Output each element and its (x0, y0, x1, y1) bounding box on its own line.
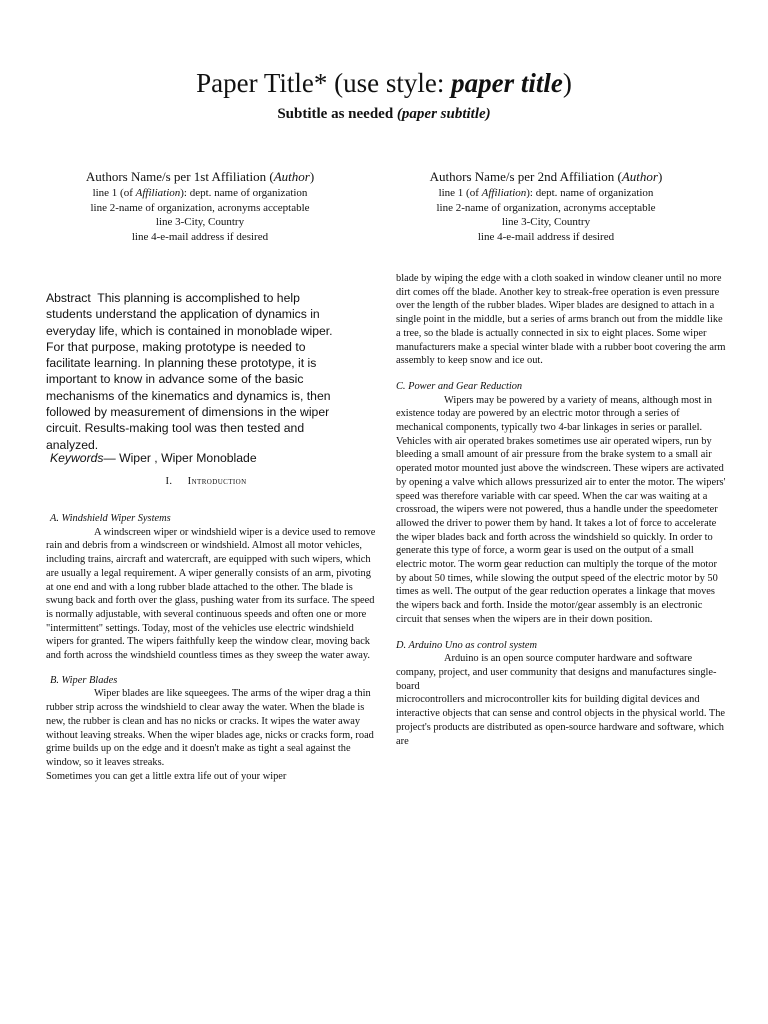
author-name: Authors Name/s per 2nd Affiliation (Author) (429, 169, 663, 184)
left-column (46, 512, 376, 783)
paper-title: Paper Title* (use style: paper title) (196, 68, 572, 98)
subsection-title-c: C. Power and Gear Reduction (396, 380, 523, 392)
affiliation-line-1: line 1 (of Affiliation): dept. name of organization (438, 187, 654, 199)
keywords: Keywords— Wiper , Wiper Monoblade (50, 451, 257, 465)
affiliation-line-3: line 3-City, Country (155, 216, 245, 228)
right-column (396, 272, 726, 748)
affiliation-line-1: line 1 (of Affiliation): dept. name of organization (92, 187, 308, 199)
subsection-title-d: D. Arduino Uno as control system (396, 639, 538, 651)
paragraph-b: Wiper blades are like squeegees. The arms of the wiper drag a thin rubber strip across the windshield to clear away the water. When the blade is new, the rubber is clean and has no nicks or cracks. It wipes the water away without leaving streaks. When the wiper blades age, nicks or cracks form, road grime builds up on the edge and it doesn't make as tight a seal against the window, so it leaves streaks. (46, 688, 374, 768)
abstract-label: Abstract (46, 291, 91, 305)
affiliation-line-2: line 2-name of organization, acronyms acceptable (90, 201, 310, 214)
subsection-title-b: B. Wiper Blades (50, 674, 118, 686)
paragraph-d: Arduino is an open source computer hardware and software company, project, and user community that designs and manufactures single-board (396, 653, 717, 692)
abstract-text: This planning is accomplished to help students understand the application of dynamics in everyday life, which is contained in monoblade wiper. For that purpose, making prototype is needed to facilitate learning. In planning these prototype, it is important to know in advance some of the basic mechanisms of the kinematics and dynamics is, then followed by measurement of dimensions in the wiper circuit. Results-making tool was then tested and analyzed. (46, 291, 333, 452)
author-name: Authors Name/s per 1st Affiliation (Author) (85, 169, 315, 184)
subsection-title-a: A. Windshield Wiper Systems (50, 513, 171, 524)
paragraph-d-2: microcontrollers and microcontroller kits for building digital devices and interactive objects that can sense and control objects in the physical world. The project's products are distributed as open-source hardware and software, which are (396, 694, 726, 747)
paper-subtitle: Subtitle as needed (paper subtitle) (277, 106, 491, 122)
paragraph-a: A windscreen wiper or windshield wiper is a device used to remove rain and debris from a windscreen or windshield. Almost all motor vehicles, including trains, aircraft and watercraft, are equipped with such wipers, which are usually a legal requirement. A wiper generally consists of an arm, pivoting at one end and with a long rubber blade attached to the other. The blade is swung back and forth over the glass, pushing water from its surface. The speed is normally adjustable, with several continuous speeds and often one or more "intermittent" settings. Today, most of the vehicles use electric windshield wipers for granted. The wipers faithfully keep the window clear, moving back and forth across the windshield countless times as they sweep the water away. (46, 526, 376, 662)
affiliation-line-3: line 3-City, Country (501, 216, 591, 228)
author-block-1 (40, 168, 360, 244)
affiliation-line-4: line 4-e-mail address if desired (131, 230, 269, 243)
affiliation-line-4: line 4-e-mail address if desired (477, 230, 615, 243)
paragraph-c: Wipers may be powered by a variety of means, although most in existence today are powered by an electric motor through a series of mechanical components, typically two 4-bar linkages in series or parallel. Vehicles with air operated brakes sometimes use air operated wipers, run by bleeding a small amount of air pressure from the brake system to a small air operated motor mounted just above the windscreen. These wipers are activated by opening a valve which allows pressurized air to enter the motor. The wipers' speed was therefore variable with car speed. When the car was waiting at a crossroad, the wipers were not powered, thus a handle under the speedometer allowed the driver to power them by hand. It takes a lot of force to accelerate the wiper blades back and forth across the windshield so quickly. In order to generate this type of force, a worm gear is used on the output of a small electric motor. The worm gear reduction can multiply the torque of the motor by about 50 times, while slowing the output speed of the electric motor by 50 times as well. The output of the gear reduction operates a linkage that moves the wipers back and forth. Inside the motor/gear assembly is an electronic circuit that senses when the wipers are in their down position. (396, 394, 726, 625)
keywords-label: Keywords (50, 451, 104, 465)
paragraph-b-continued: blade by wiping the edge with a cloth soaked in window cleaner until no more dirt comes off the blade. Another key to streak-free operation is even pressure over the length of the rubber blades. Wiper blades are designed to attach in a single point in the middle, but a series of arms branch out from the middle like a tree, so the blade is actually connected in six to eight places. Some wiper manufacturers make a special winter blade with a rubber boot covering the arm assembly to keep snow and ice out. (396, 273, 726, 367)
author-block-2 (386, 168, 706, 244)
paragraph-b-2: Sometimes you can get a little extra life out of your wiper (46, 770, 287, 782)
affiliation-line-2: line 2-name of organization, acronyms acceptable (436, 201, 656, 214)
section-heading-introduction: I. Introduction (165, 476, 247, 487)
abstract (46, 290, 346, 453)
